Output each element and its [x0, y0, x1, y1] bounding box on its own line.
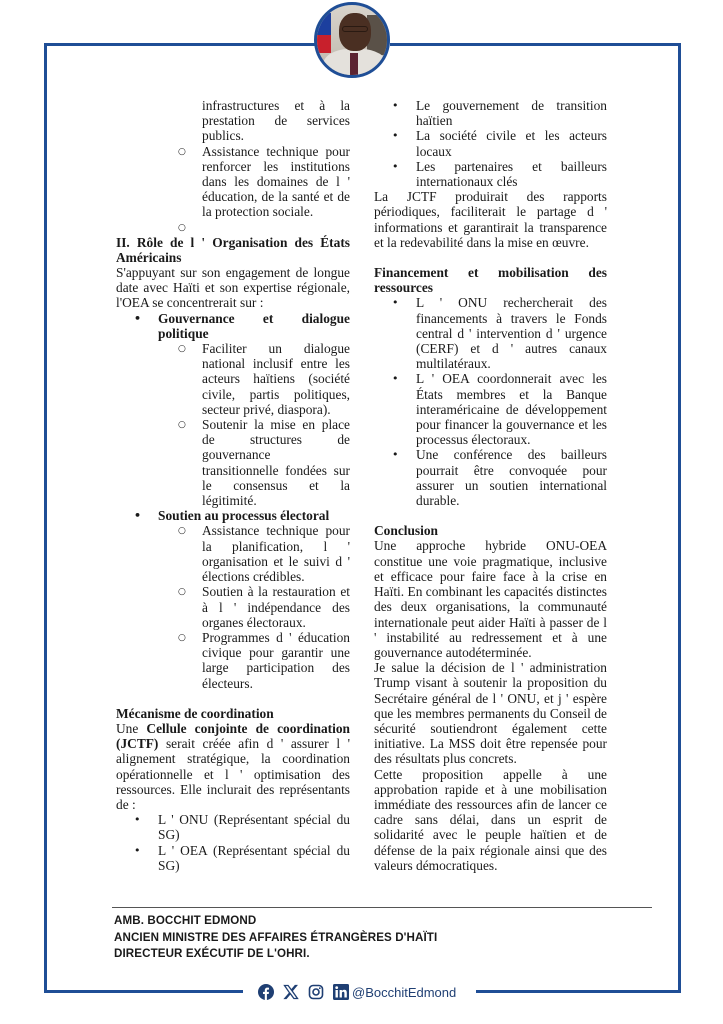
author-avatar — [314, 2, 390, 78]
member-text: La société civile et les acteurs locaux — [416, 128, 607, 159]
coordination-text-post: serait créée afin d ' assurer l ' alignement stratégique, la coordination opérationnelle et l ' optimisation des ressources. Elle inclurait des représentants de : — [116, 736, 350, 812]
hollow-bullet-icon: ○ — [178, 420, 186, 431]
flag-blue-stripe — [317, 13, 331, 35]
funding-item — [374, 371, 607, 447]
left-column — [116, 98, 350, 873]
funding-item — [374, 295, 607, 371]
bullet-governance — [116, 311, 350, 341]
member-text: Le gouvernement de transition haïtien — [416, 98, 607, 129]
sub-item — [116, 630, 350, 691]
coordination-text — [116, 721, 350, 812]
list-item-continued: infrastructures et à la prestation de services publics. — [202, 98, 350, 144]
member-item — [116, 843, 350, 873]
bullet-label: Gouvernance et dialogue politique — [158, 310, 350, 341]
hollow-bullet-icon: ○ — [178, 344, 186, 355]
member-text: L ' OEA (Représentant spécial du SG) — [158, 842, 350, 873]
avatar-head — [339, 13, 371, 51]
member-text: L ' ONU (Représentant spécial du SG) — [158, 812, 350, 843]
bullet-icon: • — [134, 311, 142, 325]
conclusion-heading: Conclusion — [374, 523, 438, 539]
member-item — [374, 159, 607, 189]
bullet-icon: • — [134, 813, 141, 827]
frame-border-bottom-left — [44, 990, 243, 993]
bullet-icon: • — [392, 372, 399, 386]
conclusion-paragraph: Je salue la décision de l ' administration Trump visant à soutenir la proposition du Secrétaire général de l ' ONU, et j ' espère que les membres permanents du Conseil de sécurité soutiendront également cette initiative. La MSS doit être repensée pour des résultats plus concrets. — [374, 660, 607, 767]
signature-divider — [112, 907, 652, 908]
sub-item-text: Assistance technique pour la planification, l ' organisation et le suivi d ' élections crédibles. — [202, 523, 350, 585]
signature-title-1: ANCIEN MINISTRE DES AFFAIRES ÉTRANGÈRES D'HAÏTI — [114, 930, 438, 944]
bullet-icon: • — [134, 509, 142, 523]
frame-border-right — [678, 43, 681, 992]
conclusion-paragraph: Une approche hybride ONU-OEA constitue une voie pragmatique, inclusive et efficace pour faire face à la crise en Haïti. En combinant les capacités distinctes des deux organisations, la communauté internationale peut aider Haïti à passer de l ' instabilité au redressement et à une gouvernance autodéterminée. — [374, 538, 607, 660]
sub-item-text: Soutien à la restauration et à l ' indépendance des organes électoraux. — [202, 584, 350, 630]
facebook-icon[interactable] — [258, 984, 274, 1000]
jctf-text: La JCTF produirait des rapports périodiques, faciliterait le partage d ' informations et garantirait la transparence et la redevabilité dans la mise en œuvre. — [374, 189, 607, 250]
signature-block — [114, 913, 437, 963]
signature-name: AMB. BOCCHIT EDMOND — [114, 914, 257, 927]
empty-list-item — [116, 220, 350, 235]
bullet-icon: • — [392, 159, 399, 173]
section-intro: S'appuyant sur son engagement de longue date avec Haïti et son expertise régionale, l'OEA se concentrerait sur : — [116, 265, 350, 311]
list-item — [116, 144, 350, 220]
signature-title-2: DIRECTEUR EXÉCUTIF DE L'OHRI. — [114, 947, 310, 960]
linkedin-icon[interactable] — [333, 984, 349, 1000]
list-item-text: Assistance technique pour renforcer les institutions dans les domaines de l ' éducation, de la santé et de la protection sociale. — [202, 143, 350, 220]
bullet-icon: • — [392, 448, 399, 462]
sub-item-text: Programmes d ' éducation civique pour garantir une large participation des électeurs. — [202, 629, 350, 691]
sub-item — [116, 523, 350, 584]
funding-text: Une conférence des bailleurs pourrait être convoquée pour assurer un soutien international durable. — [416, 447, 607, 509]
hollow-bullet-icon: ○ — [178, 632, 186, 643]
bullet-electoral — [116, 508, 350, 523]
right-column — [374, 98, 607, 873]
coordination-text-pre: Une — [116, 720, 147, 736]
funding-text: L ' ONU rechercherait des financements à travers le Fonds central d ' intervention d ' urgence (CERF) et d ' autres canaux multilatéraux. — [416, 295, 607, 372]
funding-text: L ' OEA coordonnerait avec les États membres et la Banque interaméricaine de développement pour financer la gouvernance et les processus électoraux. — [416, 371, 607, 448]
flag-red-stripe — [317, 35, 331, 53]
bullet-icon: • — [392, 129, 399, 143]
coordination-jctf: Cellule conjointe de coordination (JCTF) — [116, 720, 350, 752]
bullet-label: Soutien au processus électoral — [158, 508, 330, 524]
hollow-bullet-icon: ○ — [178, 526, 186, 537]
bullet-icon: • — [392, 296, 399, 310]
sub-item — [116, 341, 350, 417]
bullet-icon: • — [392, 99, 399, 112]
frame-border-top-left — [44, 43, 316, 46]
funding-item — [374, 447, 607, 508]
x-icon[interactable] — [283, 984, 299, 1000]
sub-item — [116, 584, 350, 630]
member-item — [374, 128, 607, 158]
frame-border-left — [44, 43, 47, 992]
sub-item-text: Soutenir la mise en place de structures de gouvernance transitionnelle fondées sur le consensus et la légitimité. — [202, 417, 350, 509]
frame-border-top-right — [390, 43, 681, 46]
member-item — [374, 98, 607, 128]
funding-heading: Financement et mobilisation des ressources — [374, 265, 607, 296]
bullet-icon: • — [134, 843, 141, 857]
avatar-glasses — [342, 26, 368, 32]
conclusion-paragraph: Cette proposition appelle à une approbation rapide et à une mobilisation immédiate des ressources afin de lancer ce cadre sans délai, dans un esprit de solidarité avec le peuple haïtien et de défense de la paix régionale ainsi que des valeurs démocratiques. — [374, 766, 607, 873]
frame-border-bottom-right — [476, 990, 681, 993]
instagram-icon[interactable] — [308, 984, 324, 1000]
sub-item — [116, 417, 350, 508]
coordination-heading: Mécanisme de coordination — [116, 705, 274, 721]
hollow-bullet-icon: ○ — [178, 222, 186, 233]
social-links — [258, 980, 456, 1004]
section-heading-oea: II. Rôle de l ' Organisation des États Américains — [116, 234, 350, 265]
member-text: Les partenaires et bailleurs internationaux clés — [416, 158, 607, 190]
member-item — [116, 812, 350, 842]
sub-item-text: Faciliter un dialogue national inclusif entre les acteurs haïtiens (société civile, partis politiques, secteur privé, diaspora). — [202, 341, 350, 417]
hollow-bullet-icon: ○ — [178, 146, 186, 157]
avatar-tie — [350, 53, 358, 78]
hollow-bullet-icon: ○ — [178, 587, 186, 598]
social-handle[interactable]: @BocchitEdmond — [352, 984, 457, 1000]
